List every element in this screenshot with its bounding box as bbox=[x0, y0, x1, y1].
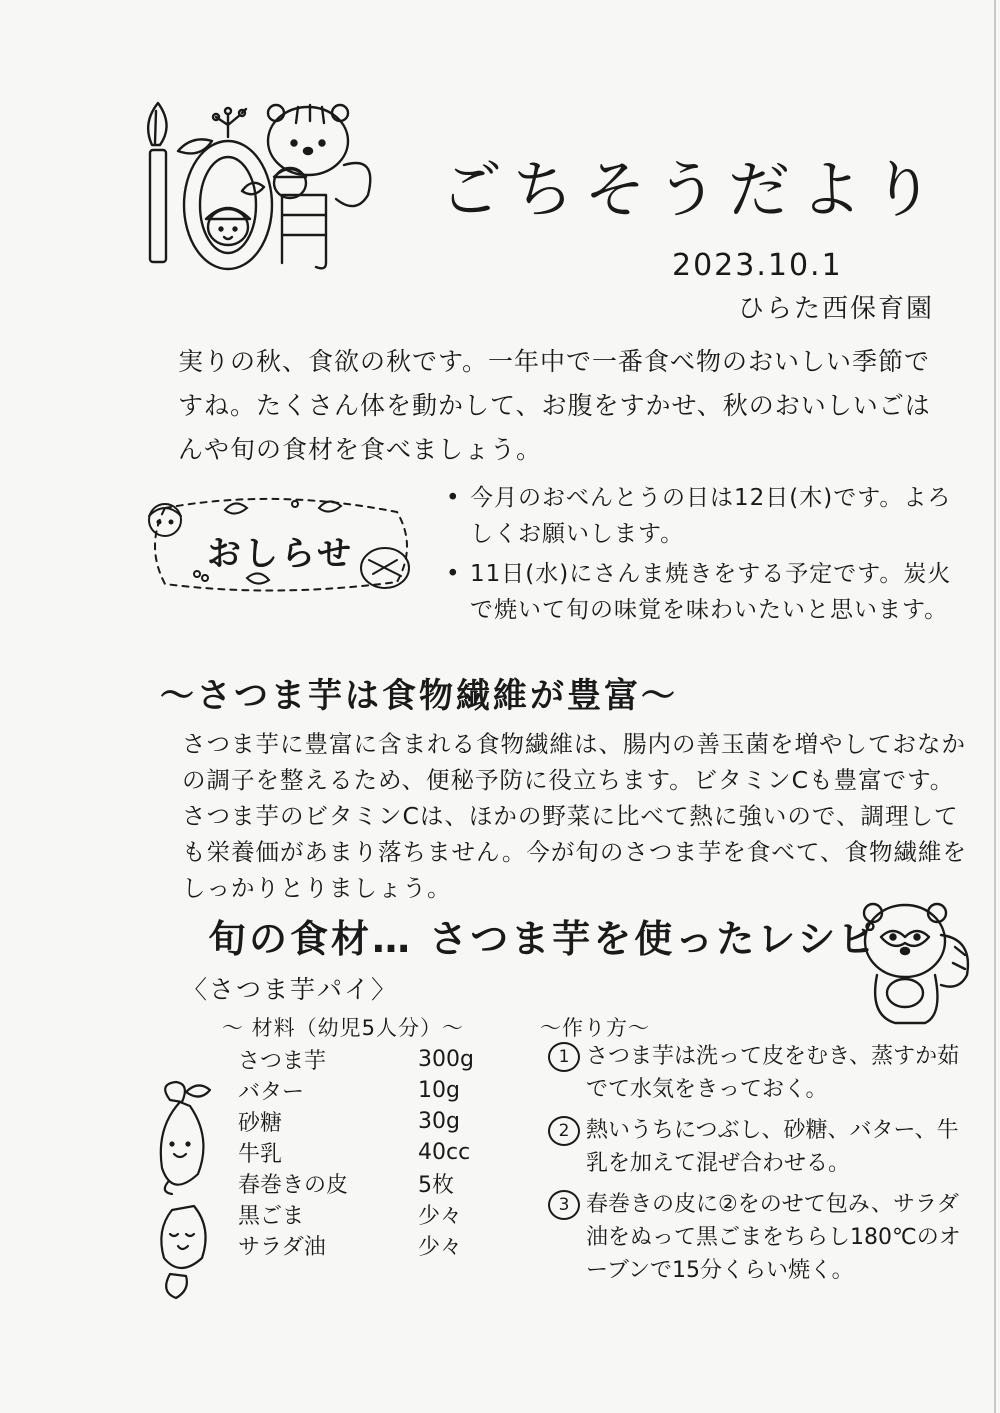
leaf-icon bbox=[225, 503, 247, 513]
ingredient-amount: 300g bbox=[418, 1047, 474, 1072]
ingredient-name: 砂糖 bbox=[238, 1111, 283, 1136]
squirrel-icon bbox=[268, 107, 348, 175]
step-number: 2 bbox=[548, 1116, 580, 1146]
ingredient-amount: 40cc bbox=[418, 1140, 471, 1165]
issue-date: 2023.10.1 bbox=[672, 248, 843, 283]
school-name: ひらた西保育園 bbox=[738, 294, 935, 324]
ingredient-name: 牛乳 bbox=[238, 1142, 283, 1167]
ingredient-name: さつま芋 bbox=[238, 1049, 327, 1074]
steps-heading: ～作り方～ bbox=[540, 1016, 650, 1040]
step-number: 1 bbox=[548, 1042, 580, 1072]
leaf-icon bbox=[178, 139, 212, 153]
list-item bbox=[548, 1040, 978, 1106]
step-text: 春巻きの皮に②をのせて包み、サラダ油をぬって黒ごまをちらし180℃のオーブンで15分くらい焼く。 bbox=[586, 1192, 961, 1283]
section-heading-fiber: ～さつま芋は食物繊維が豊富～ bbox=[160, 676, 678, 716]
october-badge-illustration bbox=[130, 95, 380, 275]
ingredient-amount: 少々 bbox=[418, 1235, 463, 1260]
steps-list bbox=[548, 1040, 978, 1295]
ingredient-amount: 5枚 bbox=[418, 1173, 454, 1198]
notice-list bbox=[440, 480, 960, 632]
raccoon-icon bbox=[855, 895, 975, 1030]
list-item bbox=[548, 1114, 978, 1180]
ingredient-name: バター bbox=[238, 1080, 305, 1105]
ingredient-name: サラダ油 bbox=[238, 1235, 326, 1260]
notice-badge bbox=[135, 490, 420, 600]
notice-badge-label: おしらせ bbox=[207, 534, 354, 574]
section-heading-recipe: 旬の食材… さつま芋を使ったレシピ bbox=[208, 917, 880, 961]
sweet-potato-icon bbox=[150, 1078, 220, 1303]
leaf-icon bbox=[319, 501, 341, 511]
table-row bbox=[238, 1230, 518, 1261]
table-row bbox=[238, 1106, 518, 1137]
step-number: 3 bbox=[548, 1190, 580, 1220]
ingredient-amount: 30g bbox=[418, 1109, 460, 1134]
scan-edge bbox=[994, 0, 996, 1413]
table-row bbox=[238, 1075, 518, 1106]
newsletter-title: ごちそうだより bbox=[440, 153, 945, 226]
ingredient-amount: 10g bbox=[418, 1078, 460, 1103]
step-text: 熱いうちにつぶし、砂糖、バター、牛乳を加えて混ぜ合わせる。 bbox=[586, 1118, 959, 1176]
chestnut-icon bbox=[887, 979, 923, 1007]
fiber-paragraph: さつま芋に豊富に含まれる食物繊維は、腸内の善玉菌を増やしておなかの調子を整えるため、便秘予防に役立ちます。ビタミンCも豊富です。さつま芋のビタミンCは、ほかの野菜に比べて熱に強いので、調理しても栄養価があまり落ちません。今が旬のさつま芋を食べて、食物繊維をしっかりとりましょう。 bbox=[182, 730, 967, 902]
table-row bbox=[238, 1168, 518, 1199]
table-row bbox=[238, 1044, 518, 1075]
table-row bbox=[238, 1199, 518, 1230]
intro-paragraph: 実りの秋、食欲の秋です。一年中で一番食べ物のおいしい季節ですね。たくさん体を動かして、お腹をすかせ、秋のおいしいごはんや旬の食材を食べましょう。 bbox=[178, 347, 931, 464]
list-item: • 今月のおべんとうの日は12日(木)です。よろしくお願いします。 bbox=[440, 480, 960, 552]
ingredient-name: 春巻きの皮 bbox=[238, 1173, 349, 1198]
list-item: • 11日(水)にさんま焼きをする予定です。炭火で焼いて旬の味覚を味わいたいと思います。 bbox=[440, 556, 960, 628]
ingredient-amount: 少々 bbox=[418, 1204, 463, 1229]
list-item bbox=[548, 1188, 978, 1287]
ingredient-name: 黒ごま bbox=[238, 1204, 305, 1229]
table-row bbox=[238, 1137, 518, 1168]
leaf-icon bbox=[148, 103, 166, 145]
step-text: さつま芋は洗って皮をむき、蒸すか茹でて水気をきっておく。 bbox=[586, 1044, 960, 1102]
ingredients-table bbox=[238, 1044, 518, 1261]
ingredients-heading: ～ 材料（幼児5人分）～ bbox=[222, 1016, 465, 1040]
recipe-name: 〈さつま芋パイ〉 bbox=[182, 975, 399, 1004]
